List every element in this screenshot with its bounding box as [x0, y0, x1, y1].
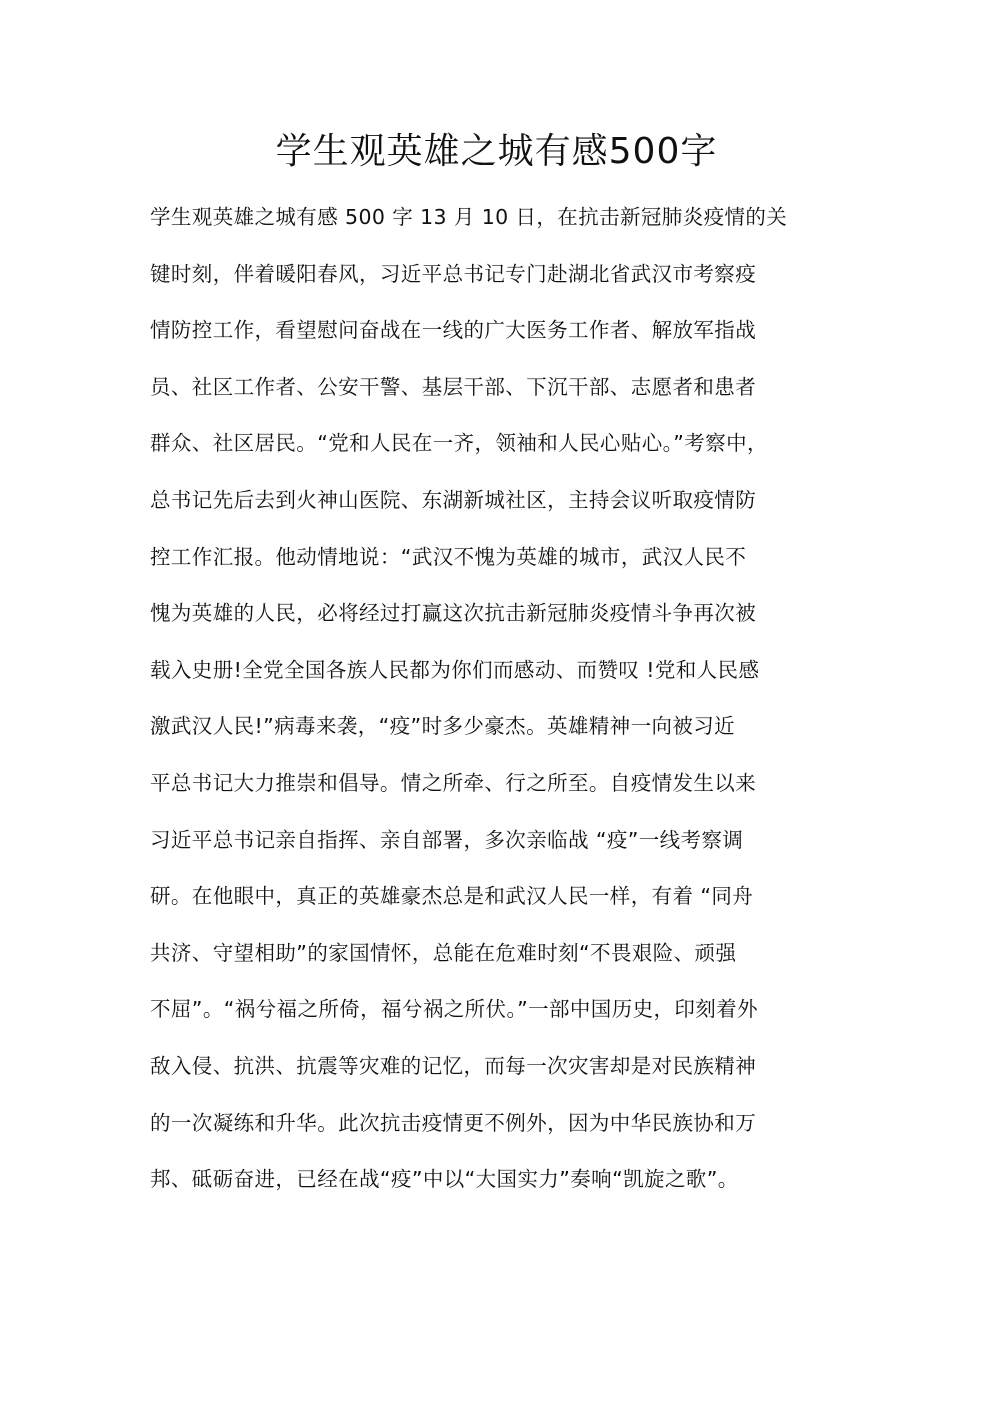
- body-line: 总书记先后去到火神山医院、东湖新城社区，主持会议听取疫情防: [150, 487, 757, 512]
- body-line: 敌入侵、抗洪、抗震等灾难的记忆，而每一次灾害却是对民族精神: [150, 1053, 757, 1078]
- body-line: 不屈”。“祸兮福之所倚，福兮祸之所伏。”一部中国历史，印刻着外: [150, 997, 759, 1022]
- body-line: 的一次凝练和升华。此次抗击疫情更不例外，因为中华民族协和万: [150, 1110, 757, 1135]
- body-line: 共济、守望相助”的家国情怀，总能在危难时刻“不畏艰险、顽强: [150, 940, 737, 965]
- body-line: 激武汉人民!”病毒来袭，“疫”时多少豪杰。英雄精神一向被习近: [150, 714, 736, 739]
- body-line: 研。在他眼中，真正的英雄豪杰总是和武汉人民一样，有着 “同舟: [150, 884, 754, 909]
- body-line: 平总书记大力推崇和倡导。情之所牵、行之所至。自疫情发生以来: [150, 770, 757, 795]
- document-title: 学生观英雄之城有感500字: [275, 131, 718, 172]
- body-line: 习近平总书记亲自指挥、亲自部署，多次亲临战 “疫”一线考察调: [150, 827, 744, 852]
- body-line: 控工作汇报。他动情地说：“武汉不愧为英雄的城市，武汉人民不: [150, 544, 747, 569]
- body-line: 群众、社区居民。“党和人民在一齐，领袖和人民心贴心。”考察中，: [150, 431, 768, 456]
- document-body: [150, 196, 860, 1215]
- body-line: 学生观英雄之城有感 500 字 13 月 10 日，在抗击新冠肺炎疫情的关: [150, 205, 788, 229]
- body-line: 愧为英雄的人民，必将经过打赢这次抗击新冠肺炎疫情斗争再次被: [150, 601, 757, 626]
- body-line: 情防控工作，看望慰问奋战在一线的广大医务工作者、解放军指战: [150, 318, 757, 343]
- body-line: 载入史册!全党全国各族人民都为你们而感动、而赞叹 !党和人民感: [150, 657, 760, 682]
- body-line: 员、社区工作者、公安干警、基层干部、下沉干部、志愿者和患者: [150, 374, 757, 399]
- body-line: 邦、砥砺奋进，已经在战“疫”中以“大国实力”奏响“凯旋之歌”。: [150, 1167, 739, 1192]
- body-line: 键时刻，伴着暖阳春风，习近平总书记专门赴湖北省武汉市考察疫: [150, 261, 757, 286]
